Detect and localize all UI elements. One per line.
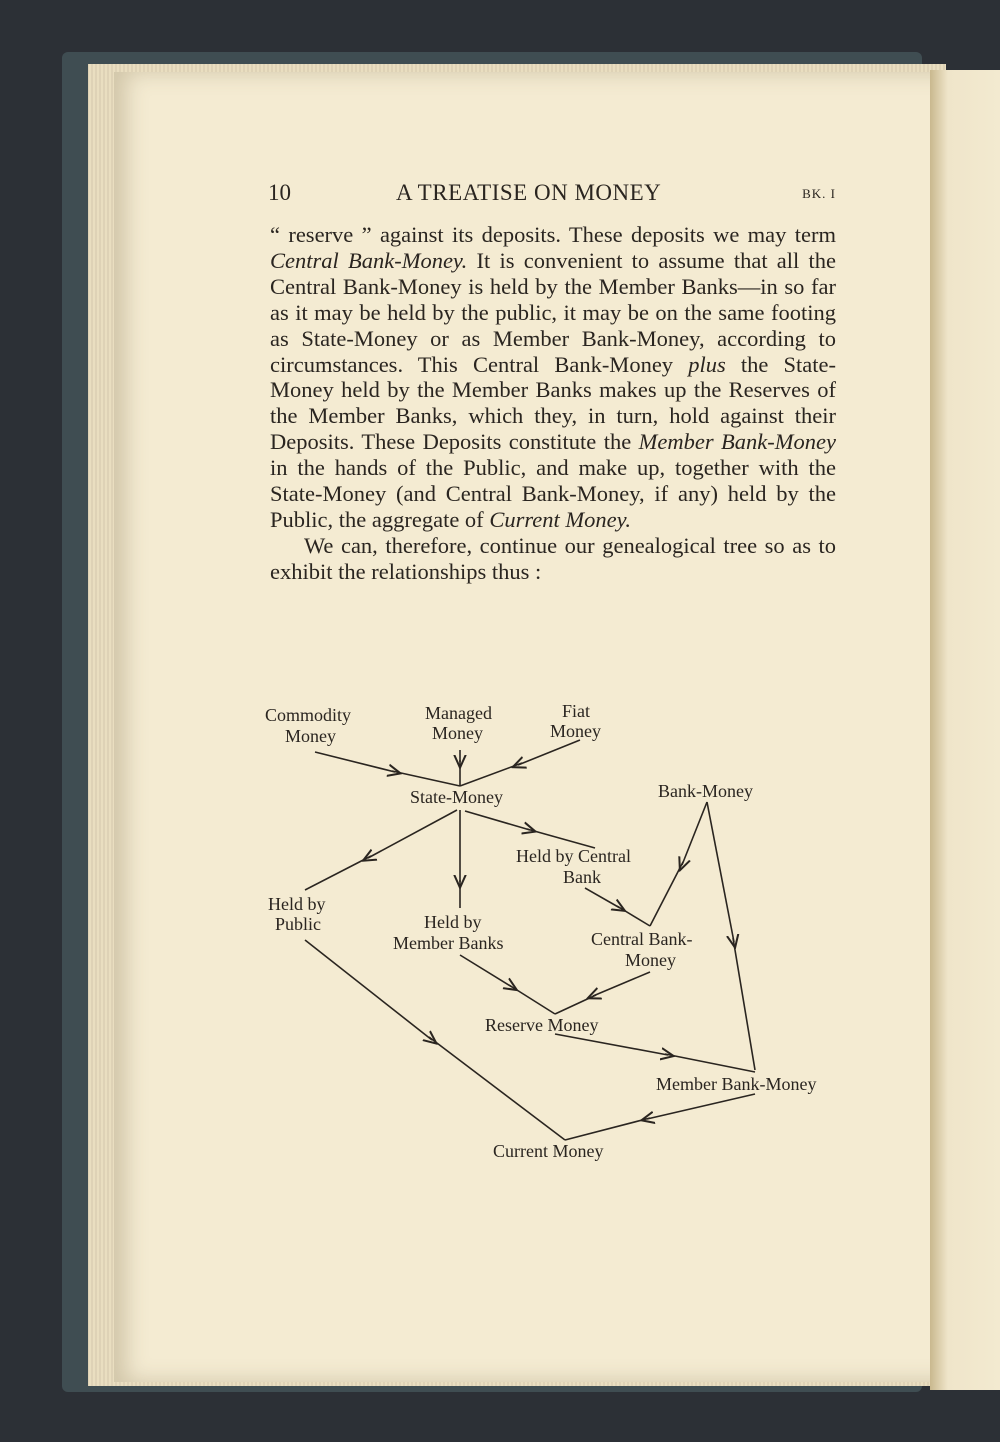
- label-central-bank-money-1: Central Bank-: [591, 929, 693, 949]
- p1-italic-1: Central Bank-Money.: [270, 247, 468, 273]
- label-commodity-2: Money: [285, 726, 336, 746]
- edge-bank-to-cbm-tail: [650, 862, 683, 926]
- body-text: [270, 222, 836, 585]
- p1-text-2: It is convenient to assume that all the Central Bank-Money is held by the Member Banks—in so far as it may be held by the public, it may be on the same footing as State-Money or as Member Bank-Money, according to circumstances. This Central Bank-Money: [270, 247, 837, 377]
- edge-member-to-reserve-tail: [509, 985, 555, 1014]
- label-reserve-money: Reserve Money: [485, 1015, 599, 1035]
- label-managed-1: Managed: [425, 703, 492, 723]
- label-held-public-2: Public: [275, 914, 322, 934]
- p1-italic-2: plus: [688, 351, 726, 377]
- edge-bank-to-member-bank-money: [707, 802, 734, 942]
- paragraph-1: [270, 222, 836, 533]
- label-held-public-1: Held by: [268, 894, 326, 914]
- p1-italic-3: Member Bank-Money: [638, 429, 836, 455]
- label-fiat-2: Money: [550, 721, 601, 741]
- p1-text-4: in the hands of the Public, and make up, together with the State-Money (and Central Bank-Money, if any) held by the Public, the aggregate of: [270, 455, 836, 532]
- edge-cbm-to-reserve-tail: [555, 995, 596, 1014]
- edge-state-to-public-tail: [305, 856, 371, 890]
- edge-reserve-to-member-bank-money-tail: [665, 1054, 755, 1072]
- p1-text-1: “ reserve ” against its deposits. These deposits we may term: [270, 222, 836, 247]
- p1-text-3: the State-Money held by the Member Banks makes up the Reserves of the Member Banks, which they, in turn, hold against their Deposits. These Deposits constitute the: [270, 351, 836, 455]
- label-managed-2: Money: [432, 723, 483, 743]
- label-held-central-1: Held by Central: [516, 846, 631, 866]
- book-title: A TREATISE ON MONEY: [396, 180, 662, 205]
- page-number: 10: [268, 180, 291, 205]
- paragraph-2: We can, therefore, continue our genealogical tree so as to exhibit the relationships thus :: [270, 532, 836, 584]
- edge-public-to-current-tail: [429, 1037, 565, 1140]
- p1-italic-4: Current Money.: [489, 506, 631, 532]
- label-bank-money: Bank-Money: [658, 781, 753, 801]
- label-state-money: State-Money: [410, 787, 503, 807]
- edge-state-to-public: [368, 810, 457, 858]
- label-held-member-1: Held by: [424, 912, 482, 932]
- edge-cbm-to-reserve: [593, 972, 650, 996]
- edge-held-central-to-cbm-tail: [617, 906, 650, 926]
- edge-held-central-to-cbm: [585, 888, 620, 908]
- label-commodity-1: Commodity: [265, 705, 352, 725]
- edge-public-to-current: [305, 940, 432, 1040]
- running-head: [268, 180, 838, 212]
- edge-bank-to-member-bank-money-tail: [733, 938, 755, 1070]
- edge-member-bank-money-to-current: [647, 1094, 755, 1119]
- label-held-central-2: Bank: [563, 867, 601, 887]
- label-current-money: Current Money: [493, 1141, 604, 1161]
- edge-commodity-to-state-tail: [392, 771, 460, 786]
- label-central-bank-money-2: Money: [625, 950, 676, 970]
- edge-fiat-to-state-tail: [460, 763, 522, 786]
- label-held-member-2: Member Banks: [393, 933, 504, 953]
- edge-state-to-central: [465, 811, 530, 830]
- edge-reserve-to-member-bank-money: [555, 1034, 668, 1055]
- label-fiat-1: Fiat: [562, 701, 591, 721]
- edge-bank-to-cbm: [682, 802, 707, 865]
- genealogical-tree-diagram: [250, 690, 870, 1170]
- section-label: BK. I: [802, 186, 836, 201]
- facing-page-edge: [930, 70, 1000, 1390]
- edge-commodity-to-state: [315, 752, 395, 772]
- label-member-bank-money: Member Bank-Money: [656, 1074, 817, 1094]
- edge-fiat-to-state: [518, 740, 580, 765]
- edge-member-to-reserve: [460, 955, 512, 987]
- edge-member-bank-money-to-current-tail: [565, 1118, 650, 1140]
